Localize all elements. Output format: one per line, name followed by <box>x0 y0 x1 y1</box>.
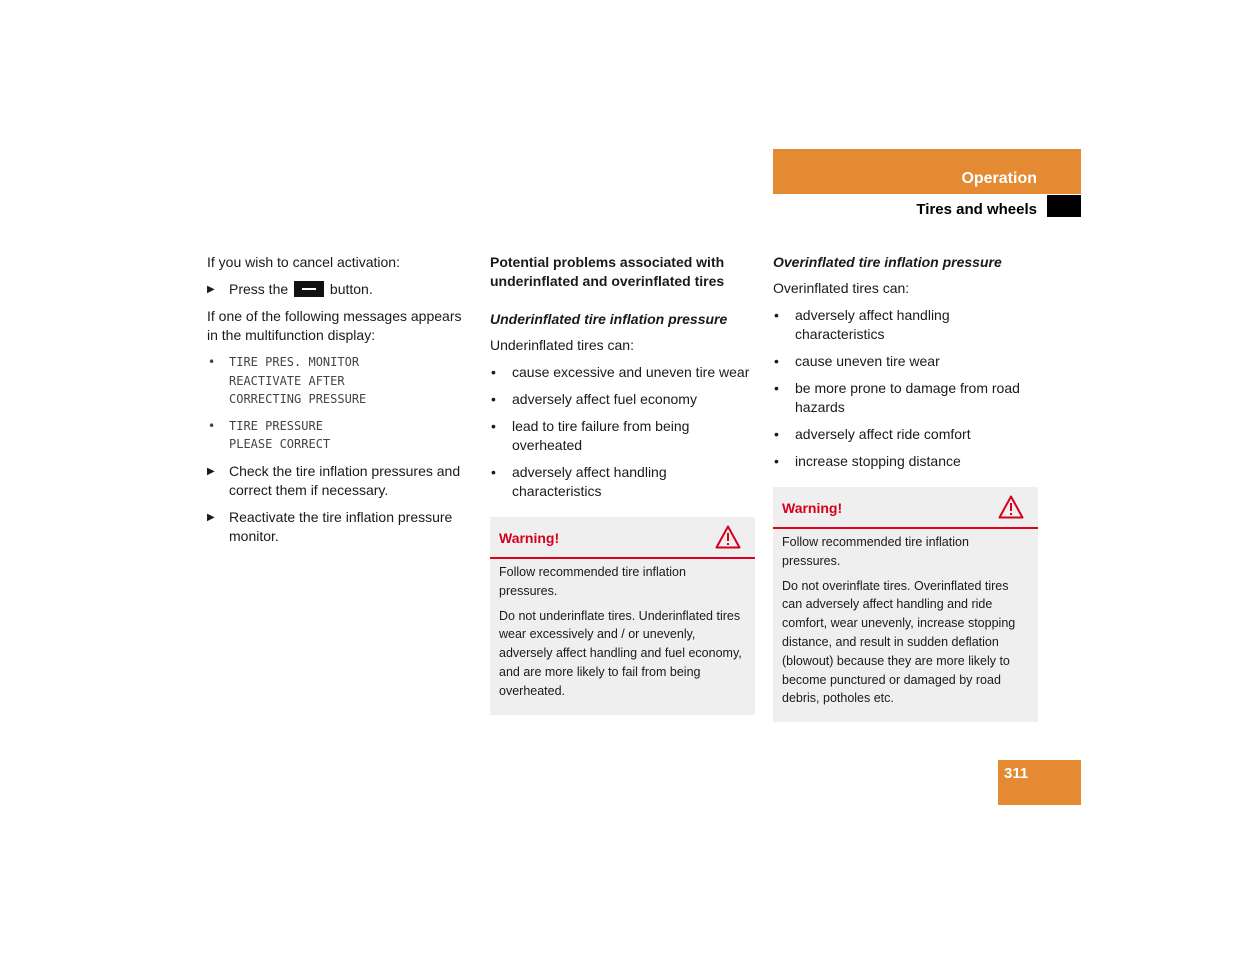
subsection-title: Tires and wheels <box>916 201 1037 218</box>
minus-button-icon <box>294 281 324 297</box>
warning-header <box>490 517 755 559</box>
page-number: 311 <box>1004 765 1029 782</box>
warning-text: Follow recommended tire inflation pressures. <box>499 565 686 598</box>
warning-box-underinflated <box>490 517 755 715</box>
overinflated-intro: Overinflated tires can: <box>773 280 910 296</box>
warning-body <box>773 529 1038 722</box>
warning-title: Warning! <box>499 530 560 546</box>
list-item: • cause excessive and uneven tire wear <box>490 363 755 382</box>
underinflated-list <box>490 363 755 501</box>
warning-body <box>490 559 755 715</box>
cancel-intro: If you wish to cancel activation: <box>207 254 400 270</box>
list-item: • adversely affect ride comfort <box>773 425 1038 444</box>
warning-triangle-icon <box>715 525 741 549</box>
warning-text: Do not underinflate tires. Underinflated tires wear excessively and / or unevenly, adversely affect handling and fuel economy, and are more likely to fail from being overheated. <box>499 608 742 698</box>
problems-heading: Potential problems associated with underinflated and overinflated tires <box>490 254 725 289</box>
column-left <box>207 253 472 554</box>
warning-text: Do not overinflate tires. Overinflated tires can adversely affect handling and ride comfort, wear unevenly, increase stopping distance, and result in sudden deflation (blowout) because they are more likely to become punctured or damaged by road debris, potholes etc. <box>782 578 1016 706</box>
page-number-box <box>998 760 1081 805</box>
list-item: • adversely affect fuel economy <box>490 390 755 409</box>
warning-text: Follow recommended tire inflation pressures. <box>782 535 969 568</box>
step-check-pressures: ▶ Check the tire inflation pressures and correct them if necessary. <box>207 462 472 500</box>
step-press-button: ▶ Press the button. <box>207 280 472 299</box>
display-message-correct: • TIRE PRESSURE PLEASE CORRECT <box>207 417 472 454</box>
list-item: • adversely affect handling characteristics <box>773 306 1038 344</box>
list-item: • be more prone to damage from road hazards <box>773 379 1038 417</box>
display-message-reactivate: • TIRE PRES. MONITOR REACTIVATE AFTER CORRECTING PRESSURE <box>207 353 472 409</box>
list-item: • lead to tire failure from being overheated <box>490 417 755 455</box>
action-list <box>207 462 472 546</box>
warning-box-overinflated <box>773 487 1038 722</box>
subsection-marker <box>1047 195 1081 217</box>
section-header-bar <box>773 149 1081 194</box>
warning-header <box>773 487 1038 529</box>
messages-intro: If one of the following messages appears in the multifunction display: <box>207 308 462 343</box>
step-list <box>207 280 472 299</box>
list-item: • increase stopping distance <box>773 452 1038 471</box>
underinflated-intro: Underinflated tires can: <box>490 337 634 353</box>
warning-title: Warning! <box>782 500 843 516</box>
underinflated-heading: Underinflated tire inflation pressure <box>490 311 728 327</box>
step-reactivate-monitor: ▶ Reactivate the tire inflation pressure monitor. <box>207 508 472 546</box>
overinflated-heading: Overinflated tire inflation pressure <box>773 254 1002 270</box>
overinflated-list <box>773 306 1038 471</box>
section-title: Operation <box>961 170 1037 187</box>
list-item: • adversely affect handling characteristics <box>490 463 755 501</box>
warning-triangle-icon <box>998 495 1024 519</box>
message-list <box>207 353 472 454</box>
list-item: • cause uneven tire wear <box>773 352 1038 371</box>
column-right <box>773 253 1038 722</box>
column-middle <box>490 253 755 715</box>
